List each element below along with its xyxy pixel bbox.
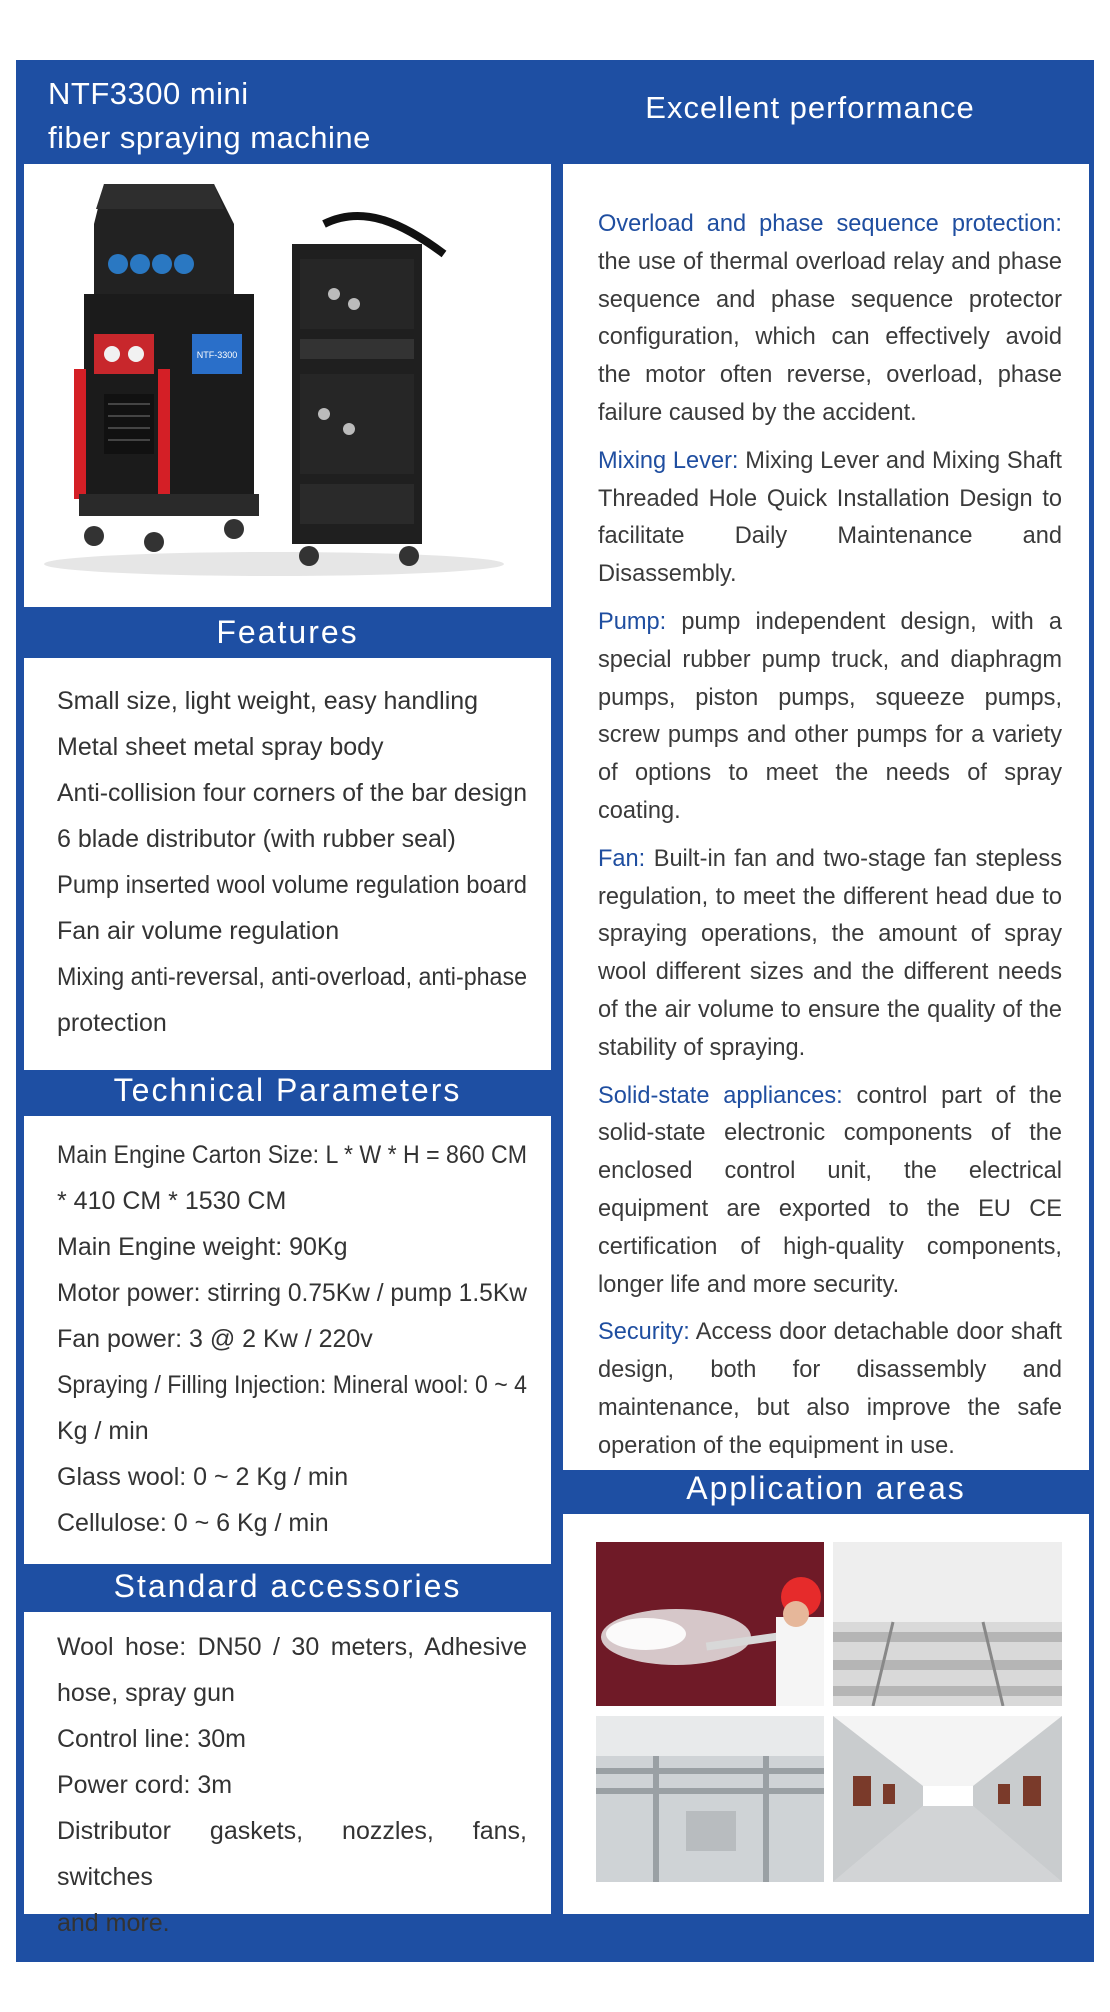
accessory-item: Control line: 30m (57, 1725, 246, 1753)
feature-item: Metal sheet metal spray body (57, 733, 384, 761)
application-photo-corridor (833, 1716, 1062, 1882)
technical-item: * 410 CM * 1530 CM (57, 1187, 287, 1215)
performance-body: Built-in fan and two-stage fan stepless regulation, to meet the different head due to spraying operations, the amount of spray wool different sizes and the different needs of the air volume to ensure the quality of the stability of spraying. (598, 845, 1062, 1061)
application-photo-spraying (596, 1542, 824, 1706)
product-title-line2: fiber spraying machine (48, 120, 371, 155)
performance-panel (563, 164, 1089, 1470)
performance-term: Solid-state appliances: (598, 1082, 843, 1109)
technical-item: Kg / min (57, 1417, 149, 1445)
performance-body: Access door detachable door shaft design, both for disassembly and maintenance, but also improve the safe operation of the equipment in use. (598, 1319, 1062, 1459)
feature-item: Small size, light weight, easy handling (57, 687, 479, 715)
machine-brand-label: NTF-3300 (196, 350, 238, 360)
application-photo-pipes (596, 1716, 824, 1882)
technical-item: Main Engine Carton Size: L * W * H = 860 CM (57, 1141, 527, 1169)
performance-term: Mixing Lever: (598, 447, 739, 474)
machine-photo-panel (24, 164, 551, 607)
features-list (57, 678, 563, 1046)
performance-term: Overload and phase sequence protection: (598, 211, 1062, 237)
feature-item: Anti-collision four corners of the bar design (57, 779, 527, 807)
feature-item: protection (57, 1009, 167, 1037)
performance-term: Fan: (598, 845, 646, 872)
application-photo-ceiling (833, 1542, 1062, 1706)
performance-term: Security: (598, 1319, 690, 1346)
product-title (48, 72, 371, 160)
feature-item: 6 blade distributor (with rubber seal) (57, 825, 456, 853)
accessories-panel (24, 1612, 551, 1937)
performance-paragraph (598, 1078, 1062, 1305)
technical-panel (24, 1116, 551, 1564)
accessories-heading: Standard accessories (113, 1568, 462, 1604)
technical-item: Spraying / Filling Injection: Mineral wool: 0 ~ 4 (57, 1371, 527, 1399)
accessory-item: Power cord: 3m (57, 1771, 233, 1799)
performance-body: the use of thermal overload relay and phase sequence and phase sequence protector configuration, which can effectively avoid the motor often reverse, overload, phase failure caused by the accident. (598, 248, 1062, 426)
performance-heading: Excellent performance (645, 90, 975, 125)
accessory-item: Wool hose: DN50 / 30 meters, Adhesive (57, 1633, 527, 1661)
performance-text (598, 206, 1062, 1476)
accessory-item: and more. (57, 1909, 170, 1937)
performance-paragraph (598, 443, 1062, 594)
performance-paragraph (598, 206, 1062, 433)
technical-item: Main Engine weight: 90Kg (57, 1233, 348, 1261)
technical-item: Cellulose: 0 ~ 6 Kg / min (57, 1509, 329, 1537)
accessories-list (57, 1624, 537, 1946)
accessory-item: hose, spray gun (57, 1679, 235, 1707)
performance-body: Mixing Lever and Mixing Shaft Threaded Hole Quick Installation Design to facilitate Daily Maintenance and Disassembly. (598, 447, 1062, 588)
performance-paragraph (598, 1314, 1062, 1465)
features-heading: Features (216, 614, 359, 650)
performance-body: control part of the solid-state electronic components of the enclosed control unit, the electrical equipment are exported to the EU CE certification of high-quality components, longer life and more security. (598, 1082, 1062, 1298)
feature-item: Mixing anti-reversal, anti-overload, anti-phase (57, 963, 527, 991)
application-heading: Application areas (686, 1470, 966, 1506)
product-title-line1: NTF3300 mini (48, 76, 249, 111)
feature-item: Fan air volume regulation (57, 917, 340, 945)
performance-paragraph (598, 841, 1062, 1068)
technical-item: Motor power: stirring 0.75Kw / pump 1.5Kw (57, 1279, 527, 1307)
accessory-item: Distributor gaskets, nozzles, fans, switches (57, 1817, 527, 1891)
technical-heading: Technical Parameters (113, 1072, 462, 1108)
performance-paragraph (598, 604, 1062, 831)
technical-item: Fan power: 3 @ 2 Kw / 220v (57, 1325, 373, 1353)
performance-term: Pump: (598, 608, 667, 635)
application-panel (563, 1514, 1089, 1914)
technical-item: Glass wool: 0 ~ 2 Kg / min (57, 1463, 349, 1491)
feature-item: Pump inserted wool volume regulation board (57, 871, 527, 899)
technical-list (57, 1132, 566, 1546)
features-panel (24, 658, 551, 1070)
performance-body: pump independent design, with a special rubber pump truck, and diaphragm pumps, piston pumps, squeeze pumps, screw pumps and other pumps for a variety of options to meet the needs of spray coating. (598, 608, 1063, 824)
machine-photo (24, 164, 551, 607)
